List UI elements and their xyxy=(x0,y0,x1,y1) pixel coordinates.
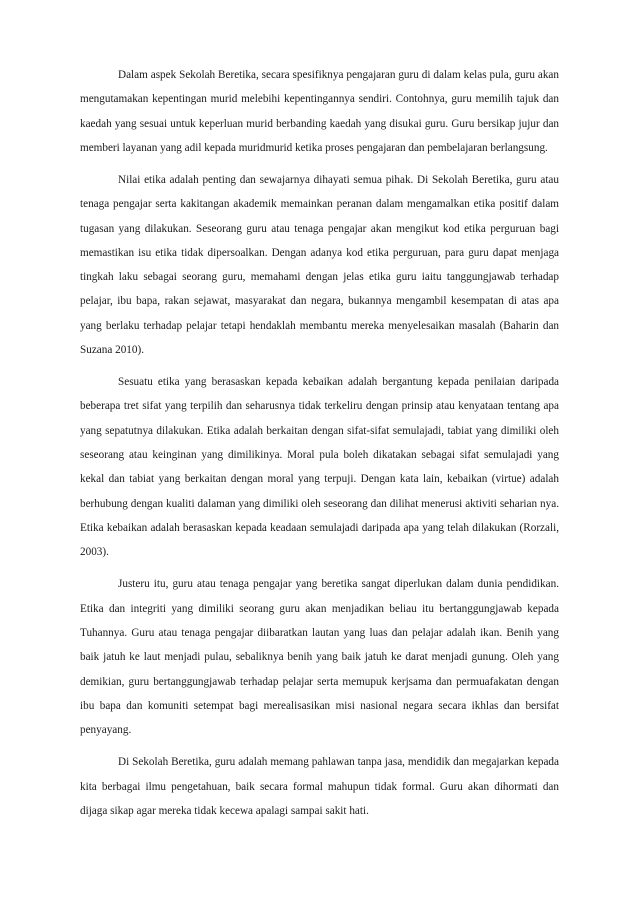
paragraph-5: Di Sekolah Beretika, guru adalah memang pahlawan tanpa jasa, mendidik dan megajarkan kepada kita berbagai ilmu pengetahuan, baik secara formal mahupun tidak formal. Guru akan dihormati dan dijaga sikap agar mereka tidak kecewa apalagi sampai sakit hati. xyxy=(80,756,559,817)
paragraph-3: Sesuatu etika yang berasaskan kepada kebaikan adalah bergantung kepada penilaian daripada beberapa tret sifat yang terpilih dan seharusnya tidak terkeliru dengan prinsip atau kenyataan tentang apa yang sepatutnya dilakukan. Etika adalah berkaitan dengan sifat-sifat semulajadi, tabiat yang dimiliki oleh seseorang atau keinginan yang dimilikinya. Moral pula boleh dikatakan sebagai sifat semulajadi yang kekal dan tabiat yang berkaitan dengan moral yang terpuji. Dengan kata lain, kebaikan (virtue) adalah berhubung dengan kualiti dalaman yang dimiliki oleh seseorang dan dilihat menerusi aktiviti seharian nya. Etika kebaikan adalah berasaskan kepada keadaan semulajadi daripada apa yang telah dilakukan (Rorzali, 2003). xyxy=(80,376,559,559)
paragraph-1: Dalam aspek Sekolah Beretika, secara spesifiknya pengajaran guru di dalam kelas pula, guru akan mengutamakan kepentingan murid melebihi kepentingannya sendiri. Contohnya, guru memilih tajuk dan kaedah yang sesuai untuk keperluan murid berbanding kaedah yang disukai guru. Guru bersikap jujur dan memberi layanan yang adil kepada muridmurid ketika proses pengajaran dan pembelajaran berlangsung. xyxy=(80,69,559,154)
paragraph-4: Justeru itu, guru atau tenaga pengajar yang beretika sangat diperlukan dalam dunia pendidikan. Etika dan integriti yang dimiliki seorang guru akan menjadikan beliau itu bertanggungjawab kepada Tuhannya. Guru atau tenaga pengajar diibaratkan lautan yang luas dan pelajar adalah ikan. Benih yang baik jatuh ke laut menjadi pulau, sebaliknya benih yang baik jatuh ke darat menjadi gunung. Oleh yang demikian, guru bertanggungjawab terhadap pelajar serta memupuk kerjsama dan permuafakatan dengan ibu bapa dan komuniti setempat bagi merealisasikan misi nasional negara secara ikhlas dan bersifat penyayang. xyxy=(80,578,559,737)
document-page xyxy=(80,63,559,831)
paragraph-2: Nilai etika adalah penting dan sewajarnya dihayati semua pihak. Di Sekolah Beretika, guru atau tenaga pengajar serta kakitangan akademik memainkan peranan dalam mengamalkan etika positif dalam tugasan yang dilakukan. Seseorang guru atau tenaga pengajar akan mengikut kod etika perguruan bagi memastikan isu etika tidak dipersoalkan. Dengan adanya kod etika perguruan, para guru dapat menjaga tingkah laku sebagai seorang guru, memahami dengan jelas etika guru iaitu tanggungjawab terhadap pelajar, ibu bapa, rakan sejawat, masyarakat dan negara, bukannya mengambil kesempatan di atas apa yang berlaku terhadap pelajar tetapi hendaklah membantu mereka menyelesaikan masalah (Baharin dan Suzana 2010). xyxy=(80,173,559,357)
